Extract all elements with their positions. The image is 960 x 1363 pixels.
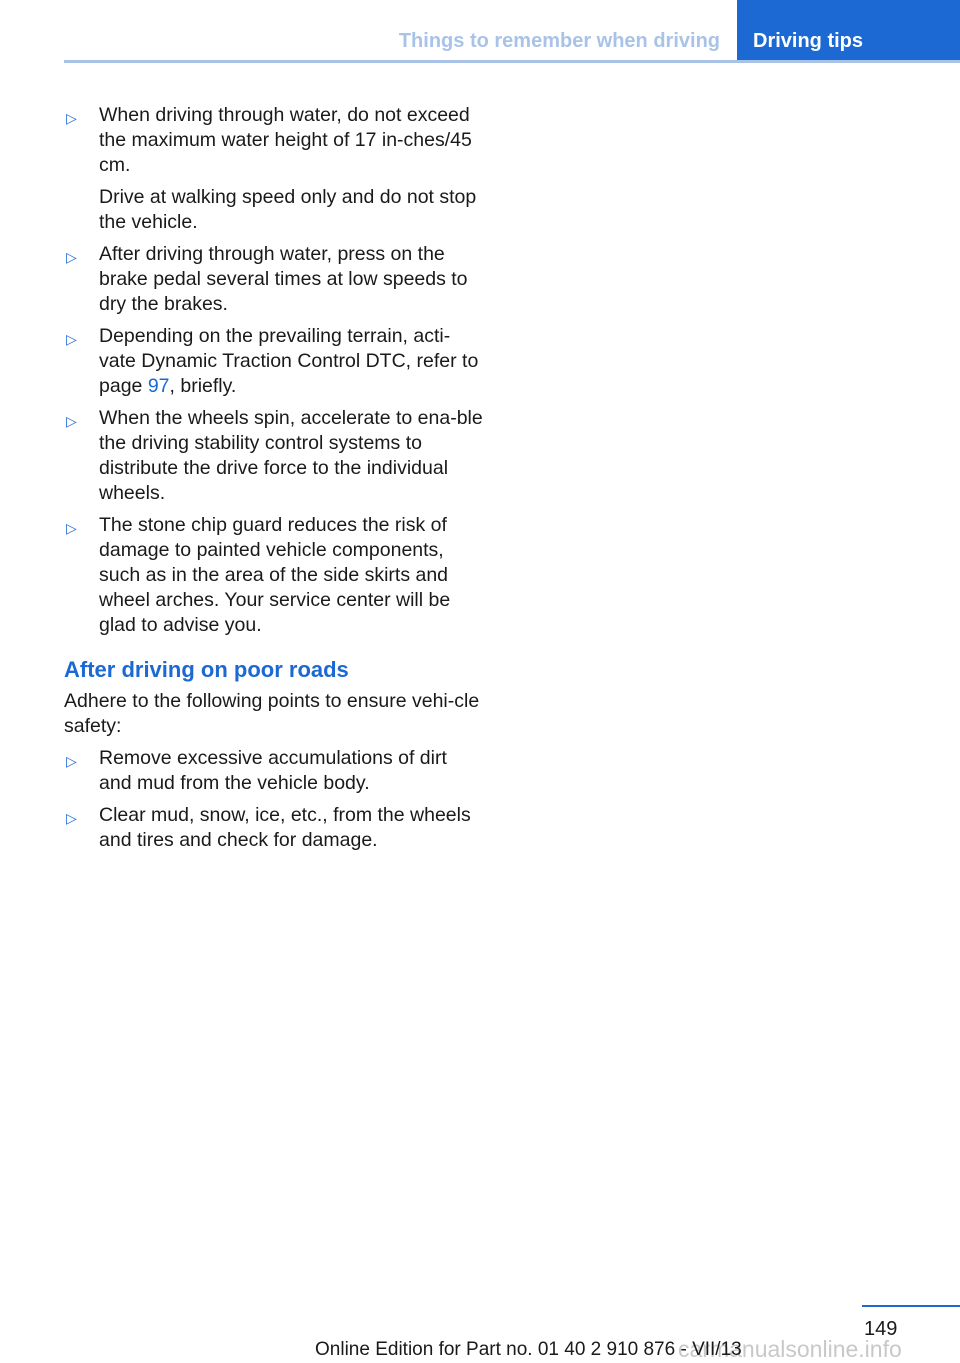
list-item-text: Depending on the prevailing terrain, acti-vate Dynamic Traction Control DTC, refer to page — [99, 325, 479, 397]
header-chapter-label: Driving tips — [753, 30, 864, 52]
bullet-triangle-icon: ▷ — [66, 331, 77, 347]
page-reference-link[interactable]: 97 — [147, 375, 170, 397]
section-heading: After driving on poor roads — [64, 657, 349, 682]
list-item-text: Remove excessive accumulations of dirt and mud from the vehicle body. — [99, 747, 447, 794]
list-item — [64, 324, 484, 399]
bullet-triangle-icon: ▷ — [66, 249, 77, 265]
header-section-title: Things to remember when driving — [398, 30, 720, 52]
list-item — [64, 746, 484, 796]
list-item — [64, 513, 484, 638]
list-item-text-end: , briefly. — [169, 375, 237, 397]
bullet-triangle-icon: ▷ — [66, 413, 77, 429]
bullet-list-poor-roads — [64, 746, 484, 853]
header-chapter-tab[interactable] — [737, 0, 960, 62]
list-item-text: When the wheels spin, accelerate to ena-ble the driving stability control systems to distribute the drive force to the individual wheels. — [99, 407, 483, 504]
bullet-list-water — [64, 103, 484, 638]
watermark: carmanualsonline.info — [678, 1336, 902, 1362]
list-item — [64, 242, 484, 317]
bullet-triangle-icon: ▷ — [66, 520, 77, 536]
list-item — [64, 103, 484, 235]
page-header — [0, 0, 960, 64]
list-item — [64, 803, 484, 853]
bullet-triangle-icon: ▷ — [66, 753, 77, 769]
list-item — [64, 406, 484, 506]
bullet-triangle-icon: ▷ — [66, 810, 77, 826]
list-item-text: Clear mud, snow, ice, etc., from the wheels and tires and check for damage. — [99, 804, 471, 851]
section-intro: Adhere to the following points to ensure vehi-cle safety: — [64, 690, 480, 737]
main-content — [64, 103, 484, 860]
list-item-text: When driving through water, do not exceed the maximum water height of 17 in-ches/45 cm. — [99, 104, 472, 176]
header-divider — [64, 60, 960, 63]
bullet-triangle-icon: ▷ — [66, 110, 77, 126]
list-item-text: The stone chip guard reduces the risk of damage to painted vehicle components, such as in the area of the side skirts and wheel arches. Your service center will be glad to advise you. — [99, 514, 451, 636]
list-item-subtext: Drive at walking speed only and do not stop the vehicle. — [99, 186, 477, 233]
list-item-text: After driving through water, press on the brake pedal several times at low speeds to dry the brakes. — [99, 243, 468, 315]
footer-divider — [862, 1305, 960, 1307]
page-number: 149 — [864, 1318, 898, 1340]
footer-edition: Online Edition for Part no. 01 40 2 910 876 - VII/13 — [315, 1339, 742, 1360]
